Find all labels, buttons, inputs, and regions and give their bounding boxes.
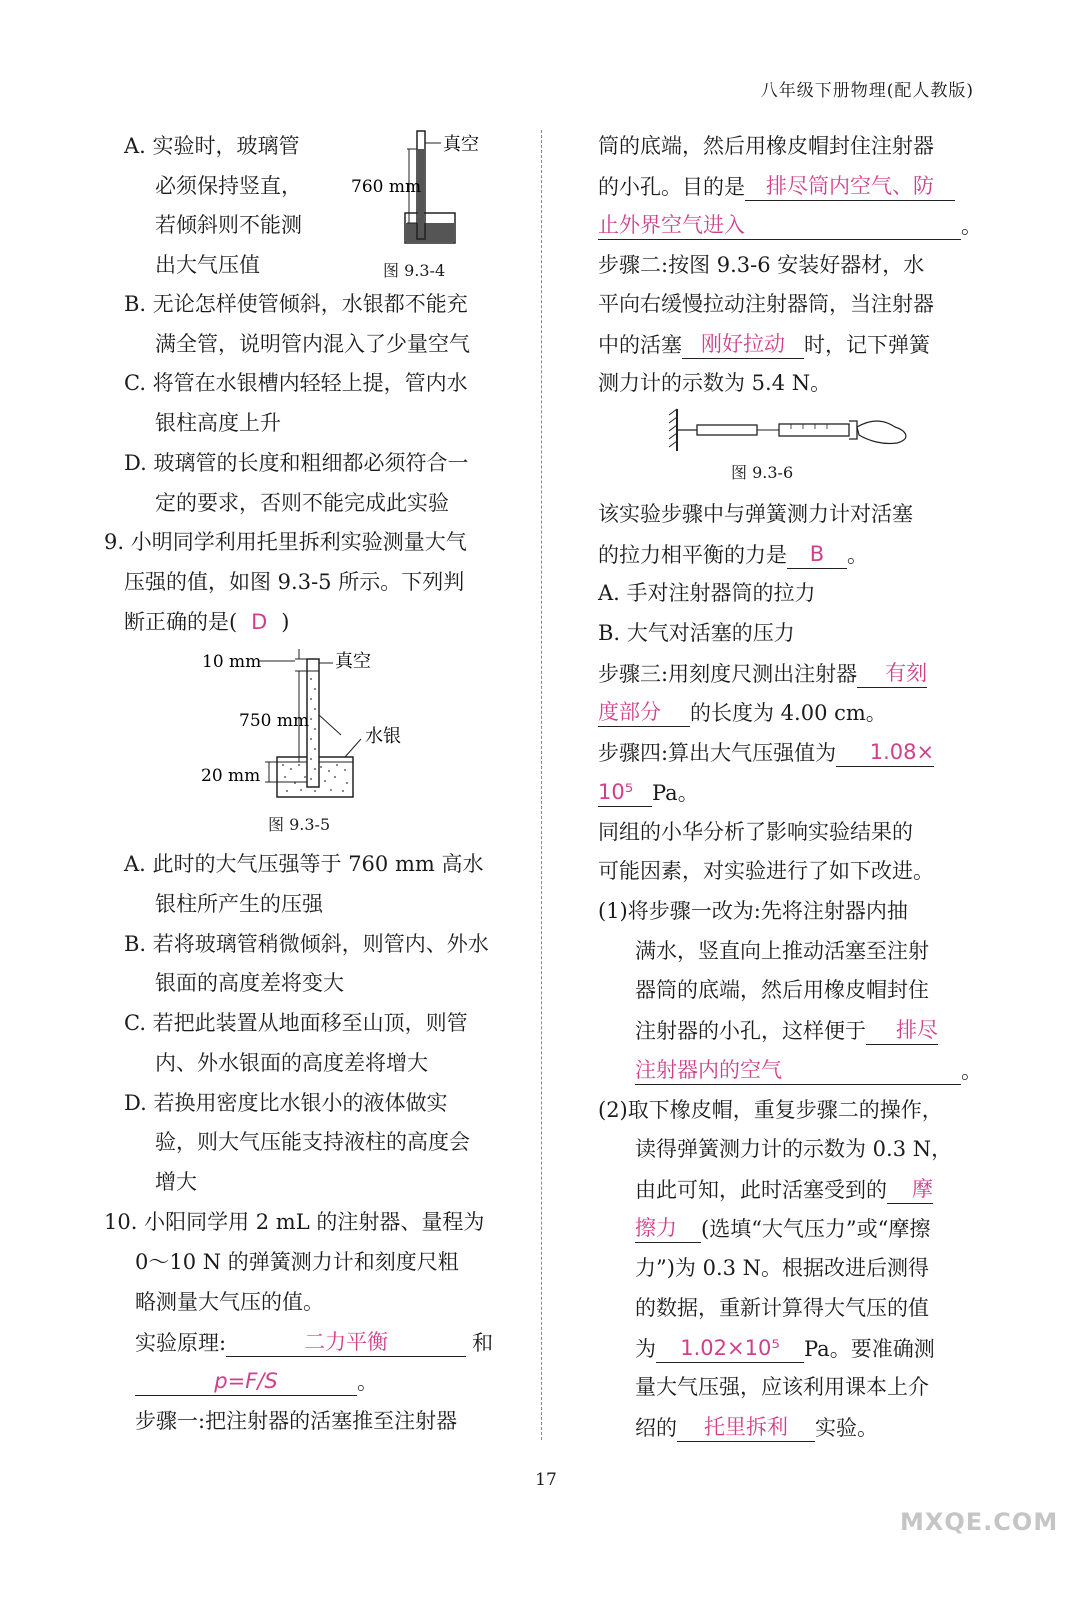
piston-answer: 刚好拉动 [682,330,804,359]
purpose-answer-part1: 排尽筒内空气、防 [745,172,955,201]
fig-9-3-4-vacuum-label: 真空 [443,134,479,155]
r9-text: 的拉力相平衡的力是 [598,543,787,567]
r3-period: 。 [961,214,982,238]
q9-answer: D [251,610,268,634]
r27-text: 为 [635,1337,656,1361]
q10-stem-line3: 略测量大气压的值。 [135,1290,324,1314]
q9-option-b-line1: B. 若将玻璃管稍微倾斜，则管内、外水 [124,932,489,956]
q8-option-c-line2: 银柱高度上升 [155,411,281,435]
fig-9-3-5-mid-label: 750 mm [239,711,310,731]
q8-option-d-line1: D. 玻璃管的长度和粗细都必须符合一 [124,451,469,475]
fig-9-3-5-caption: 图 9.3-5 [268,815,331,834]
page-number: 17 [535,1470,557,1490]
friction-answer-part2: 擦力 [635,1214,701,1243]
r-line-10 [598,659,927,688]
length-answer-part1: 有刻 [857,659,927,688]
q10-stem-line1: 10. 小阳同学用 2 mL 的注射器、量程为 [104,1210,485,1234]
figure-9-3-5 [195,645,435,805]
improve-answer-part1: 排尽 [866,1016,938,1045]
r12-text: 步骤四:算出大气压强值为 [598,741,837,765]
r-line-9 [598,540,868,569]
q9-option-d-line2: 验，则大气压能支持液柱的高度会 [155,1130,470,1154]
q9-option-c-line1: C. 若把此装置从地面移至山顶，则管 [124,1011,468,1035]
q9-stem-line2: 压强的值，如图 9.3-5 所示。下列判 [124,570,465,594]
r-line-26: 的数据，重新计算得大气压的值 [635,1296,929,1320]
r-line-21: (2)取下橡皮帽，重复步骤二的操作， [598,1098,943,1122]
length-answer-part2: 度部分 [598,698,690,727]
r6-post: 时，记下弹簧 [804,333,930,357]
watermark-logo: MXQE.COM [900,1508,1059,1536]
r11-text: 的长度为 4.00 cm。 [690,701,887,725]
q8-option-b-line1: B. 无论怎样使管倾斜，水银都不能充 [124,292,468,316]
left-column [0,0,541,1600]
q10-step1: 步骤一:把注射器的活塞推至注射器 [135,1409,458,1433]
r-line-27 [635,1334,935,1363]
q9-option-d-line3: 增大 [155,1170,197,1194]
q9-option-a-line2: 银柱所产生的压强 [155,892,323,916]
fig-9-3-5-bottom-label: 20 mm [201,766,261,786]
principle-answer-1: 二力平衡 [226,1328,466,1357]
q9-stem-text: 断正确的是( [124,610,238,634]
r-line-2 [598,172,955,201]
r-line-4: 步骤二:按图 9.3-6 安装好器材，水 [598,253,925,277]
r-line-19 [635,1016,938,1045]
r-line-15: 可能因素，对实验进行了如下改进。 [598,859,934,883]
r20-period: 。 [961,1059,982,1083]
r-line-16: (1)将步骤一改为:先将注射器内抽 [598,899,908,923]
r-line-3 [598,211,982,240]
r24-text: (选填“大气压力”或“摩擦 [701,1217,931,1241]
q9-option-d-line1: D. 若换用密度比水银小的液体做实 [124,1091,448,1115]
q8-option-a-line1: A. 实验时，玻璃管 [124,134,300,158]
r-line-1: 筒的底端，然后用橡皮帽封住注射器 [598,134,934,158]
r-line-29 [635,1413,878,1442]
principle-answer-2: p=F/S [135,1367,357,1396]
friction-answer-part1: 摩 [887,1175,933,1204]
r-line-24 [635,1214,930,1243]
q8-option-a-line2: 必须保持竖直， [155,174,302,198]
principle-period: 。 [357,1370,378,1394]
q9-option-b-line2: 银面的高度差将变大 [155,971,344,995]
balance-force-answer: B [787,540,847,569]
q8-option-a-line3: 若倾斜则不能测 [155,213,302,237]
r-line-7: 测力计的示数为 5.4 N。 [598,371,832,395]
r-line-11 [598,698,887,727]
purpose-answer-part2: 止外界空气进入 [598,211,961,240]
page-header: 八年级下册物理(配人教版) [760,81,974,101]
principle-label: 实验原理: [135,1331,227,1355]
r27-post: Pa。要准确测 [804,1337,935,1361]
fig-9-3-5-vacuum-label: 真空 [335,651,371,672]
fig-9-3-4-caption: 图 9.3-4 [383,261,446,280]
improve-answer-part2: 注射器内的空气 [635,1056,961,1085]
q9-option-c-line2: 内、外水银面的高度差将增大 [155,1051,428,1075]
r-line-22: 读得弹簧测力计的示数为 0.3 N， [635,1137,953,1161]
q8-option-d-line2: 定的要求，否则不能完成此实验 [155,491,449,515]
r23-text: 由此可知，此时活塞受到的 [635,1178,887,1202]
r10-text: 步骤三:用刻度尺测出注射器 [598,662,858,686]
r-line-20 [635,1056,982,1085]
right-column [541,0,1092,1600]
q9-stem-line1: 9. 小明同学利用托里拆利实验测量大气 [104,530,467,554]
r29-post: 实验。 [815,1416,878,1440]
r2-text: 的小孔。目的是 [598,175,745,199]
q8-option-b-line2: 满全管，说明管内混入了少量空气 [155,332,470,356]
r13-text: Pa。 [652,781,699,805]
fig-9-3-4-height-label: 760 mm [351,177,422,197]
q10-stem-line2: 0～10 N 的弹簧测力计和刻度尺粗 [135,1250,459,1274]
r-line-8: 该实验步骤中与弹簧测力计对活塞 [598,502,913,526]
figure-9-3-4 [345,125,515,255]
r-option-b: B. 大气对活塞的压力 [598,621,795,645]
q8-option-a-line4: 出大气压值 [155,253,260,277]
r9-period: 。 [847,543,868,567]
q8-option-c-line1: C. 将管在水银槽内轻轻上提，管内水 [124,371,468,395]
new-pressure-answer: 1.02×10⁵ [656,1334,804,1363]
principle-and: 和 [472,1331,494,1355]
q9-option-a-line1: A. 此时的大气压强等于 760 mm 高水 [124,852,484,876]
figure-9-3-6 [661,405,921,455]
pressure-answer-part2: 10⁵ [598,778,652,807]
r-line-12 [598,738,934,767]
r-line-23 [635,1175,933,1204]
experiment-answer: 托里拆利 [677,1413,815,1442]
r-line-17: 满水，竖直向上推动活塞至注射 [635,939,929,963]
pressure-answer-part1: 1.08× [836,738,934,767]
r-line-6 [598,330,930,359]
r6-text: 中的活塞 [598,333,682,357]
r-option-a: A. 手对注射器筒的拉力 [598,581,816,605]
r-line-14: 同组的小华分析了影响实验结果的 [598,820,913,844]
fig-9-3-5-mercury-label: 水银 [365,726,401,747]
r29-text: 绍的 [635,1416,677,1440]
fig-9-3-5-top-label: 10 mm [202,652,262,672]
q10-principle-line [135,1328,493,1357]
q9-stem-close: ) [281,610,290,634]
r-line-28: 量大气压强，应该利用课本上介 [635,1375,929,1399]
r-line-25: 力”)为 0.3 N。根据改进后测得 [635,1256,930,1280]
fig-9-3-6-caption: 图 9.3-6 [731,463,794,482]
r-line-13 [598,778,699,807]
q9-stem-line3 [124,608,289,636]
r-line-18: 器筒的底端，然后用橡皮帽封住 [635,978,929,1002]
r19-text: 注射器的小孔，这样便于 [635,1019,866,1043]
q10-principle-line2 [135,1367,378,1396]
r-line-5: 平向右缓慢拉动注射器筒，当注射器 [598,292,934,316]
